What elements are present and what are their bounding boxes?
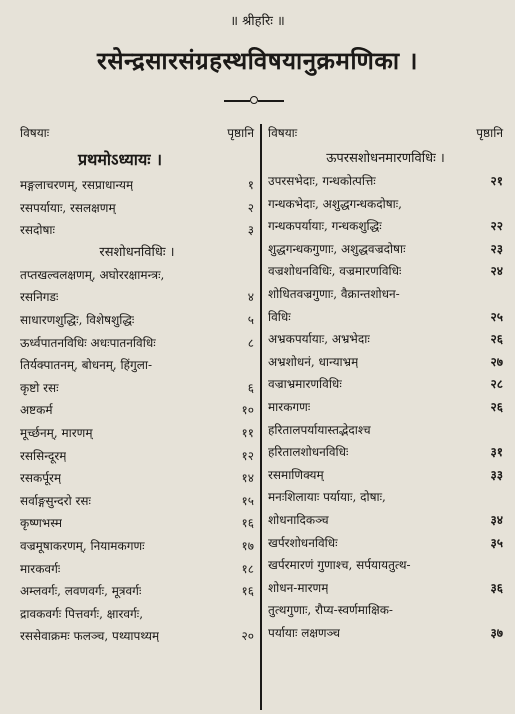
entry-subject: तिर्यक्पातनम्, बोधनम्, हिंगुला-	[20, 358, 153, 373]
entry-page-number: १६	[241, 516, 254, 531]
entry-subject: खर्परमारणं गुणाश्च, सर्पयायतुत्थ-	[268, 558, 411, 573]
section-heading: ऊपरसशोधनमारणविधिः ।	[326, 151, 445, 166]
subject-heading: विषयाः	[268, 126, 298, 140]
entry-page-number: १०	[241, 403, 254, 418]
entry-subject: रसनिगडः	[20, 290, 59, 305]
index-entry	[268, 193, 503, 216]
entry-subject: साधारणशुद्धिः, विशेषशुद्धिः	[20, 312, 135, 327]
entry-subject: रससेवाक्रमः फलञ्च, पथ्यापथ्यम्	[20, 629, 160, 644]
entry-page-number: २८	[490, 377, 503, 392]
entry-subject: वज्रमूषाकरणम्, नियामकगणः	[20, 538, 145, 553]
entry-subject: शोधितवज्रगुणाः, वैक्रान्तशोधन-	[268, 286, 400, 301]
entry-subject: रसकर्पूरम्	[20, 471, 62, 486]
entry-subject: ऊर्ध्वपातनविधिः अधःपातनविधिः	[20, 335, 156, 350]
entry-page-number: ६	[247, 380, 254, 395]
entry-page-number: २५	[490, 309, 503, 324]
index-entry	[268, 464, 503, 487]
chapter-heading: प्रथमोऽध्यायः ।	[78, 150, 163, 169]
page-heading: पृष्ठानि	[227, 126, 254, 140]
index-entry	[268, 622, 503, 645]
entry-subject: मारकवर्गः	[20, 561, 61, 576]
entry-page-number: १२	[241, 448, 254, 463]
index-entry	[20, 558, 254, 581]
page-heading: पृष्ठानि	[476, 126, 503, 140]
entry-page-number: २६	[490, 332, 503, 347]
entry-subject: रससिन्दूरम्	[20, 448, 67, 463]
entry-subject: अष्टकर्म	[20, 403, 53, 418]
index-entry	[268, 283, 503, 306]
entry-subject: गन्धकभेदाः, अशुद्धगन्धकदोषाः,	[268, 196, 403, 211]
subject-heading: विषयाः	[20, 126, 50, 140]
entry-subject: खर्परशोधनविधिः	[268, 535, 338, 550]
entry-page-number: ११	[241, 425, 254, 440]
index-entry	[268, 599, 503, 622]
index-entry	[268, 328, 503, 351]
index-entry	[268, 260, 503, 283]
entry-subject: रसपर्यायाः, रसलक्षणम्	[20, 200, 116, 215]
entry-subject: हरितालशोधनविधिः	[268, 445, 349, 460]
entry-page-number: २६	[490, 399, 503, 414]
index-entry	[20, 354, 254, 377]
index-entry	[20, 535, 254, 558]
index-entry	[268, 419, 503, 442]
entry-page-number: ३४	[490, 512, 503, 527]
entry-subject: अम्लवर्गः, लवणवर्गः, मूत्रवर्गः	[20, 584, 142, 599]
entry-subject: मङ्गलाचरणम्, रसप्राधान्यम्	[20, 178, 134, 192]
entry-subject: मूर्च्छनम्, मारणम्	[20, 425, 93, 440]
entry-subject: विधिः	[268, 309, 291, 324]
entry-page-number: १६	[241, 584, 254, 599]
section-heading: रसशोधनविधिः ।	[99, 244, 175, 260]
index-entry	[268, 509, 503, 532]
index-entry	[268, 486, 503, 509]
entry-subject: पर्यायाः लक्षणञ्च	[268, 625, 341, 640]
index-entry	[268, 373, 503, 396]
entry-page-number: १४	[241, 471, 254, 486]
index-entry	[20, 219, 254, 242]
entry-subject: वज्राभ्रमारणविधिः	[268, 377, 342, 392]
entry-page-number: १८	[241, 561, 254, 576]
index-entry	[20, 286, 254, 309]
entry-page-number: ४	[247, 290, 254, 305]
entry-page-number: ८	[247, 335, 254, 350]
index-entry	[20, 445, 254, 468]
index-entry	[268, 441, 503, 464]
index-entry	[20, 625, 254, 648]
entry-page-number: ३६	[490, 580, 503, 595]
index-entry	[20, 467, 254, 490]
left-column-header	[20, 124, 254, 148]
entry-page-number: ५	[247, 312, 254, 327]
right-column	[268, 124, 503, 644]
entry-subject: रसदोषाः	[20, 223, 55, 238]
index-entry	[268, 306, 503, 329]
entry-subject: शोधन-मारणम्	[268, 580, 329, 595]
index-entry	[20, 309, 254, 332]
entry-page-number: १७	[241, 538, 254, 553]
page-title: रसेन्द्रसारसंग्रहस्थविषयानुक्रमणिका ।	[97, 46, 418, 75]
entry-page-number: २	[247, 200, 254, 215]
entry-page-number: २२	[490, 219, 503, 234]
entry-subject: तप्तखल्वलक्षणम्, अघोररक्षामन्त्रः,	[20, 267, 165, 282]
entry-subject: गन्धकपर्यायाः, गन्धकशुद्धिः	[268, 219, 382, 234]
invocation-line: ॥ श्रीहरिः ॥	[230, 14, 285, 29]
left-column	[20, 124, 254, 648]
index-entry	[20, 399, 254, 422]
entry-subject: सर्वाङ्गसुन्दरो रसः	[20, 493, 91, 508]
entry-subject: वज्रशोधनविधिः, वज्रमारणविधिः	[268, 264, 402, 279]
entry-subject: मारकगणः	[268, 399, 311, 414]
index-entry	[20, 264, 254, 287]
index-entry	[268, 532, 503, 555]
entry-subject: शुद्धगन्धकगुणाः, अशुद्धवज्रदोषाः	[268, 241, 406, 256]
entry-page-number: २३	[490, 241, 503, 256]
entry-page-number: ३५	[490, 535, 503, 550]
index-entry	[268, 554, 503, 577]
index-entry	[20, 580, 254, 603]
index-entry	[268, 396, 503, 419]
index-entry	[20, 603, 254, 626]
entry-page-number: २४	[490, 264, 503, 279]
entry-page-number: ३३	[490, 467, 503, 482]
entry-subject: तुत्थगुणाः, रौप्य-स्वर्णमाक्षिक-	[268, 603, 393, 618]
index-entry	[268, 215, 503, 238]
entry-subject: उपरसभेदाः, गन्धकोत्पत्तिः	[268, 174, 376, 188]
entry-subject: अभ्रशोधनं, धान्याभ्रम्	[268, 354, 359, 369]
index-entry	[20, 490, 254, 513]
index-entry	[20, 332, 254, 355]
entry-subject: मनःशिलायाः पर्यायाः, दोषाः,	[268, 490, 386, 505]
entry-page-number: ३१	[490, 445, 503, 460]
entry-subject: कृष्णभस्म	[20, 516, 63, 531]
entry-page-number: ३	[247, 223, 254, 238]
entry-page-number: २०	[241, 629, 254, 644]
index-entry	[20, 512, 254, 535]
index-entry	[268, 577, 503, 600]
entry-subject: रसमाणिक्यम्	[268, 467, 324, 482]
index-entry	[268, 238, 503, 261]
entry-subject: अभ्रकपर्यायाः, अभ्रभेदाः	[268, 332, 370, 347]
index-entry	[20, 377, 254, 400]
index-entry	[20, 197, 254, 220]
entry-subject: कृष्टो रसः	[20, 380, 59, 395]
entry-page-number: २१	[490, 174, 503, 188]
index-entry	[268, 351, 503, 374]
entry-page-number: १	[247, 178, 254, 192]
entry-page-number: १५	[241, 493, 254, 508]
entry-page-number: २७	[490, 354, 503, 369]
entry-page-number: ३७	[490, 625, 503, 640]
index-entry	[20, 422, 254, 445]
right-column-header	[268, 124, 503, 148]
entry-subject: शोधनादिकञ्च	[268, 512, 329, 527]
entry-subject: द्रावकवर्गः पित्तवर्गः, क्षारवर्गः,	[20, 606, 144, 621]
index-entry	[268, 170, 503, 193]
index-entry	[20, 174, 254, 197]
column-divider	[260, 124, 262, 710]
ornament-divider	[224, 96, 284, 106]
entry-subject: हरितालपर्यायास्तद्भेदाश्च	[268, 422, 371, 437]
